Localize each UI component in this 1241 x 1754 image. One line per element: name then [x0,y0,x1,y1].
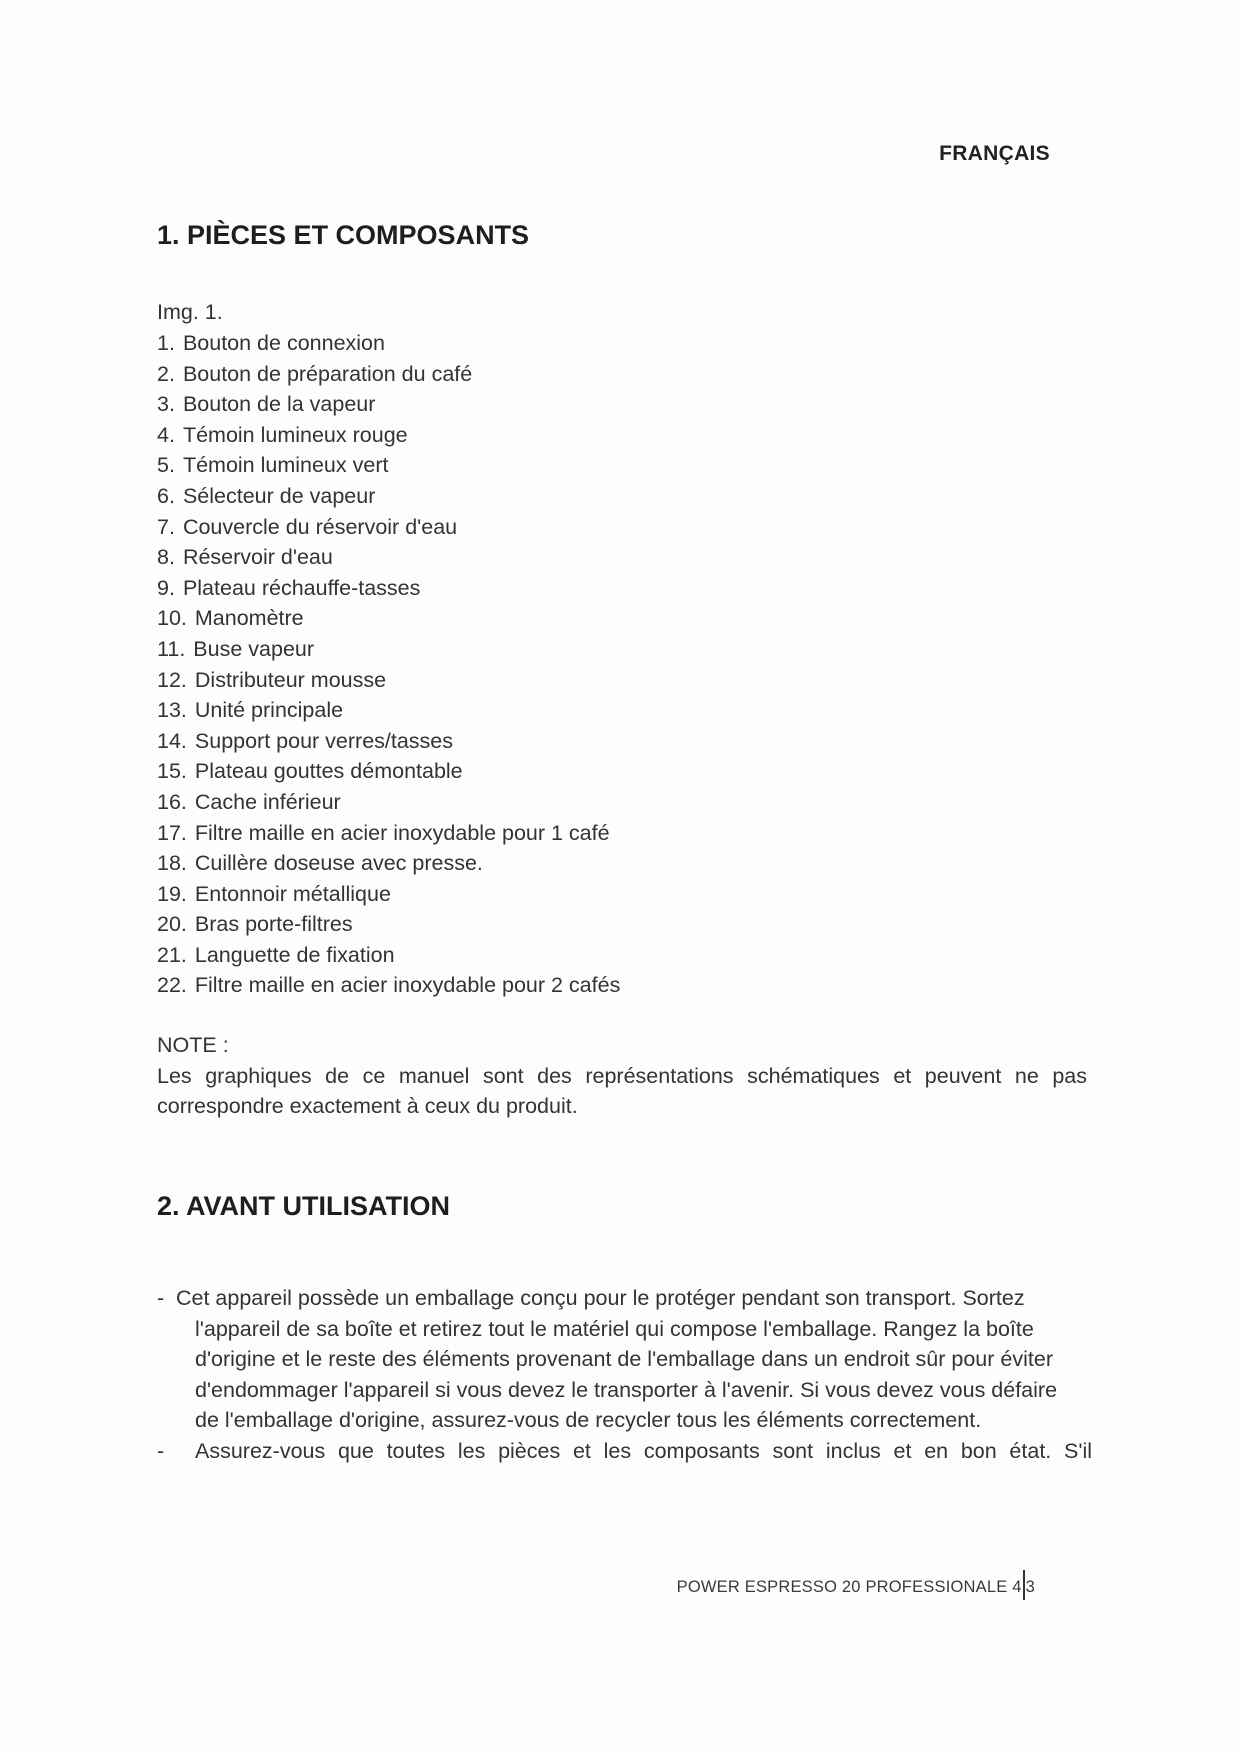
parts-list-item-text: Réservoir d'eau [182,545,333,570]
parts-list-item-number: 13. [157,698,187,723]
parts-list-item-number: 22. [157,973,187,998]
parts-list-item-number: 21. [157,942,187,967]
parts-list-item-text: Témoin lumineux vert [182,453,389,478]
parts-list-item [157,818,620,849]
parts-list-item [157,940,620,971]
parts-list-item [157,420,620,451]
parts-list-item [157,359,620,390]
parts-list-item-number: 18. [157,851,187,876]
footer-page-right: 3 [1025,1578,1035,1596]
bullet-dash: - [157,1438,165,1463]
parts-list-item-text: Unité principale [194,698,344,723]
section-title-parts: 1. PIÈCES ET COMPOSANTS [157,220,530,250]
footer-product-name: POWER ESPRESSO 20 PROFESSIONALE [676,1578,1008,1596]
section-title-before-use: 2. AVANT UTILISATION [157,1191,450,1221]
parts-list-item [157,481,620,512]
footer-page-left: 4 [1012,1578,1022,1596]
parts-list-item-text: Couvercle du réservoir d'eau [182,514,458,539]
parts-list-item-number: 19. [157,881,187,906]
img-label-block [157,297,223,328]
bullet-text-line: de l'emballage d'origine, assurez-vous de recycler tous les éléments correctement. [195,1408,982,1433]
parts-list-item [157,389,620,420]
parts-list-item-number: 1. [157,331,175,355]
parts-list-item-text: Cache inférieur [194,789,341,814]
parts-list-item-text: Filtre maille en acier inoxydable pour 1 café [194,820,610,845]
parts-list-item [157,603,620,634]
parts-list-item [157,787,620,818]
parts-list-item-number: 7. [157,514,175,539]
note-text-line: correspondre exactement à ceux du produit. [157,1094,578,1119]
parts-list-item-text: Entonnoir métallique [194,881,391,906]
parts-list-item [157,573,620,604]
parts-list-item-text: Buse vapeur [193,636,315,661]
parts-list-item-text: Distributeur mousse [194,667,387,692]
language-label: FRANÇAIS [939,142,1050,165]
parts-list-item-text: Support pour verres/tasses [194,728,454,753]
bullet-text-line: l'appareil de sa boîte et retirez tout le matériel qui compose l'emballage. Rangez la boîte [195,1316,1034,1341]
parts-list-item-number: 4. [157,422,175,447]
parts-list-item-number: 10. [157,606,187,631]
parts-list-item [157,450,620,481]
parts-list-item [157,909,620,940]
parts-list-item [157,512,620,543]
parts-list-item-number: 6. [157,483,175,508]
parts-list-item-text: Témoin lumineux rouge [182,422,408,447]
parts-list-item-number: 20. [157,912,187,937]
bullet-text-line: Cet appareil possède un emballage conçu pour le protéger pendant son transport. Sortez [176,1286,1025,1310]
bullet-text-line: d'origine et le reste des éléments provenant de l'emballage dans un endroit sûr pour éviter [195,1347,1053,1372]
bullet-text-line: Assurez-vous que toutes les pièces et les composants sont inclus et en bon état. S'il [195,1438,1092,1463]
parts-list-item-text: Plateau gouttes démontable [194,759,463,784]
parts-list-item-number: 2. [157,361,175,386]
parts-list-item [157,665,620,696]
parts-list-item-text: Bouton de préparation du café [182,361,473,386]
parts-list-item [157,695,620,726]
parts-list-item [157,756,620,787]
parts-list-item-number: 3. [157,392,175,417]
parts-list-item [157,726,620,757]
parts-list-item [157,542,620,573]
parts-list-item-number: 15. [157,759,187,784]
parts-list-item-number: 12. [157,667,187,692]
footer-divider [1023,1570,1025,1600]
parts-list-item-number: 5. [157,453,175,478]
parts-list-item-number: 8. [157,545,175,570]
parts-list-item-text: Bouton de connexion [182,331,385,355]
page-footer [677,1570,1035,1600]
parts-list-item-number: 14. [157,728,187,753]
parts-list-item-number: 16. [157,789,187,814]
parts-list-item-text: Manomètre [194,606,304,631]
parts-list-item-text: Bouton de la vapeur [182,392,376,417]
parts-list-item-text: Sélecteur de vapeur [182,483,376,508]
parts-list-item [157,848,620,879]
before-use-list [157,1283,1092,1467]
parts-list-item-text: Cuillère doseuse avec presse. [194,851,483,876]
parts-list-item-text: Bras porte-filtres [194,912,353,937]
bullet-dash: - [157,1286,165,1310]
parts-list-item-number: 11. [157,636,186,661]
parts-list-item [157,879,620,910]
parts-list-item-number: 9. [157,575,175,600]
parts-list [157,328,620,1001]
note-label: NOTE : [157,1033,229,1057]
bullet-item [157,1436,1092,1467]
parts-list-item [157,970,620,1001]
parts-list-item-text: Filtre maille en acier inoxydable pour 2 cafés [194,973,621,998]
img-label: Img. 1. [157,300,223,324]
parts-list-item-text: Plateau réchauffe-tasses [182,575,421,600]
bullet-text-line: d'endommager l'appareil si vous devez le transporter à l'avenir. Si vous devez vous défaire [195,1377,1058,1402]
note-block [157,1030,1087,1122]
note-text-line: Les graphiques de ce manuel sont des représentations schématiques et peuvent ne pas [157,1063,1087,1088]
bullet-item [157,1283,1092,1436]
parts-list-item-number: 17. [157,820,187,845]
parts-list-item [157,328,620,359]
parts-list-item-text: Languette de fixation [194,942,395,967]
parts-list-item [157,634,620,665]
